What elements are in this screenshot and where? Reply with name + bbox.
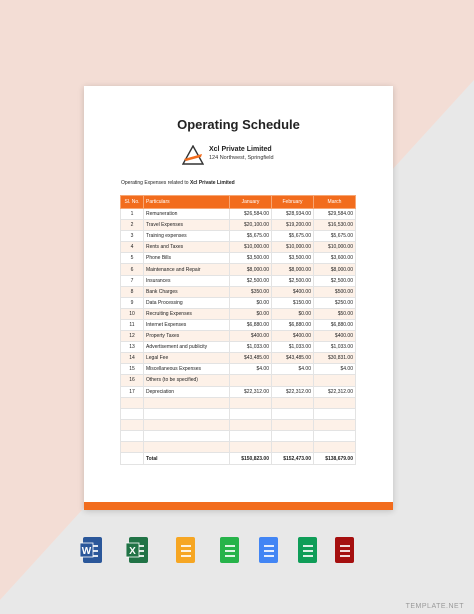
february-cell (272, 441, 314, 452)
total-january: $150,823.00 (230, 453, 272, 465)
particular-cell (144, 430, 230, 441)
excel-icon[interactable] (126, 536, 150, 564)
particular-cell (144, 397, 230, 408)
march-cell: $500.00 (314, 286, 356, 297)
total-february: $152,473.00 (272, 453, 314, 465)
february-cell (272, 397, 314, 408)
table-row (121, 242, 356, 253)
january-cell: $4.00 (230, 364, 272, 375)
february-cell: $150.00 (272, 297, 314, 308)
march-cell: $2,500.00 (314, 275, 356, 286)
january-cell: $0.00 (230, 297, 272, 308)
february-cell: $5,675.00 (272, 231, 314, 242)
table-intro-company: Xcl Private Limited (189, 180, 235, 186)
table-row (121, 275, 356, 286)
january-cell: $1,033.00 (230, 342, 272, 353)
sl-no-cell: 2 (121, 220, 144, 231)
particular-cell: Property Taxes (144, 331, 230, 342)
table-row (121, 331, 356, 342)
january-cell: $22,312.00 (230, 386, 272, 397)
march-cell: $50.00 (314, 308, 356, 319)
table-row (121, 375, 356, 386)
column-header-january: January (230, 196, 272, 209)
march-cell: $22,312.00 (314, 386, 356, 397)
sl-no-cell: 9 (121, 297, 144, 308)
sl-no-cell: 13 (121, 342, 144, 353)
table-row (121, 342, 356, 353)
march-cell: $30,831.00 (314, 353, 356, 364)
march-cell: $16,530.00 (314, 220, 356, 231)
column-header-sl-no: Sl. No. (121, 196, 144, 209)
january-cell: $2,500.00 (230, 275, 272, 286)
particular-cell: Advertisement and publicity (144, 342, 230, 353)
sl-no-cell: 10 (121, 308, 144, 319)
table-row (121, 308, 356, 319)
sl-no-cell: 15 (121, 364, 144, 375)
table-row (121, 364, 356, 375)
table-row (121, 297, 356, 308)
january-cell (230, 397, 272, 408)
sl-no-cell: 11 (121, 319, 144, 330)
particular-cell (144, 419, 230, 430)
table-row (121, 430, 356, 441)
table-row (121, 408, 356, 419)
table-row (121, 386, 356, 397)
march-cell (314, 419, 356, 430)
excel-icon-letter: X (129, 546, 136, 557)
january-cell: $3,500.00 (230, 253, 272, 264)
particular-cell: Phone Bills (144, 253, 230, 264)
january-cell: $8,000.00 (230, 264, 272, 275)
sl-no-cell: 7 (121, 275, 144, 286)
march-cell (314, 441, 356, 452)
sl-no-cell: 1 (121, 209, 144, 220)
sl-no-cell (121, 397, 144, 408)
january-cell: $6,880.00 (230, 319, 272, 330)
total-label: Total (144, 453, 230, 465)
particular-cell: Others (to be specified) (144, 375, 230, 386)
particular-cell: Remuneration (144, 209, 230, 220)
table-header-row (121, 196, 356, 209)
sl-no-cell: 5 (121, 253, 144, 264)
february-cell (272, 408, 314, 419)
numbers-icon[interactable] (217, 536, 241, 564)
february-cell: $43,485.00 (272, 353, 314, 364)
january-cell (230, 408, 272, 419)
february-cell: $10,000.00 (272, 242, 314, 253)
sl-no-cell: 3 (121, 231, 144, 242)
january-cell (230, 375, 272, 386)
sl-no-cell (121, 419, 144, 430)
january-cell: $26,584.00 (230, 209, 272, 220)
table-row (121, 441, 356, 452)
january-cell: $5,675.00 (230, 231, 272, 242)
particular-cell: Insurances (144, 275, 230, 286)
march-cell: $8,000.00 (314, 264, 356, 275)
column-header-particulars: Particulars (144, 196, 230, 209)
february-cell: $4.00 (272, 364, 314, 375)
march-cell (314, 397, 356, 408)
march-cell: $4.00 (314, 364, 356, 375)
table-row (121, 319, 356, 330)
table-intro (121, 180, 235, 186)
sl-no-cell: 17 (121, 386, 144, 397)
document-page (84, 86, 393, 510)
sl-no-cell: 12 (121, 331, 144, 342)
company-address: 124 Northwest, Springfield (209, 155, 274, 161)
february-cell (272, 430, 314, 441)
particular-cell: Depreciation (144, 386, 230, 397)
february-cell: $400.00 (272, 331, 314, 342)
particular-cell: Recruiting Expenses (144, 308, 230, 319)
january-cell (230, 441, 272, 452)
march-cell: $29,584.00 (314, 209, 356, 220)
march-cell: $5,675.00 (314, 231, 356, 242)
march-cell: $250.00 (314, 297, 356, 308)
page-footer-bar (84, 502, 393, 510)
january-cell (230, 430, 272, 441)
operating-schedule-table (120, 195, 356, 465)
february-cell: $400.00 (272, 286, 314, 297)
february-cell: $0.00 (272, 308, 314, 319)
february-cell: $1,033.00 (272, 342, 314, 353)
january-cell: $10,000.00 (230, 242, 272, 253)
march-cell: $1,033.00 (314, 342, 356, 353)
google-docs-icon[interactable] (256, 536, 280, 564)
particular-cell: Rents and Taxes (144, 242, 230, 253)
watermark: TEMPLATE.NET (405, 603, 464, 610)
sl-no-cell: 8 (121, 286, 144, 297)
february-cell (272, 419, 314, 430)
total-march: $138,679.00 (314, 453, 356, 465)
february-cell: $3,500.00 (272, 253, 314, 264)
table-row (121, 353, 356, 364)
table-row (121, 209, 356, 220)
january-cell: $400.00 (230, 331, 272, 342)
company-logo-icon (182, 145, 204, 165)
march-cell: $3,600.00 (314, 253, 356, 264)
pdf-icon[interactable] (332, 536, 356, 564)
particular-cell: Legal Fee (144, 353, 230, 364)
particular-cell (144, 441, 230, 452)
march-cell: $6,880.00 (314, 319, 356, 330)
total-row (121, 453, 356, 465)
particular-cell (144, 408, 230, 419)
march-cell (314, 408, 356, 419)
table-row (121, 220, 356, 231)
march-cell: $10,000.00 (314, 242, 356, 253)
january-cell: $350.00 (230, 286, 272, 297)
column-header-march: March (314, 196, 356, 209)
table-row (121, 231, 356, 242)
particular-cell: Bank Charges (144, 286, 230, 297)
pages-icon[interactable] (173, 536, 197, 564)
word-icon[interactable] (80, 536, 104, 564)
particular-cell: Data Processing (144, 297, 230, 308)
particular-cell: Maintenance and Repair (144, 264, 230, 275)
sl-no-cell: 4 (121, 242, 144, 253)
sl-no-cell (121, 430, 144, 441)
sl-no-cell: 16 (121, 375, 144, 386)
sl-no-cell (121, 441, 144, 452)
february-cell: $8,000.00 (272, 264, 314, 275)
particular-cell: Internet Expenses (144, 319, 230, 330)
particular-cell: Training expenses (144, 231, 230, 242)
february-cell: $28,934.00 (272, 209, 314, 220)
march-cell (314, 375, 356, 386)
february-cell (272, 375, 314, 386)
march-cell: $400.00 (314, 331, 356, 342)
sl-no-cell: 14 (121, 353, 144, 364)
page-title: Operating Schedule (177, 117, 300, 132)
february-cell: $22,312.00 (272, 386, 314, 397)
table-row (121, 264, 356, 275)
january-cell (230, 419, 272, 430)
table-row (121, 397, 356, 408)
word-icon-letter: W (81, 546, 92, 557)
march-cell (314, 430, 356, 441)
january-cell: $20,100.00 (230, 220, 272, 231)
company-name: Xcl Private Limited (209, 146, 272, 153)
table-row (121, 419, 356, 430)
table-intro-text: Operating Expenses related to (121, 180, 190, 186)
january-cell: $43,485.00 (230, 353, 272, 364)
sl-no-cell: 6 (121, 264, 144, 275)
google-sheets-icon[interactable] (295, 536, 319, 564)
column-header-february: February (272, 196, 314, 209)
january-cell: $0.00 (230, 308, 272, 319)
february-cell: $6,880.00 (272, 319, 314, 330)
february-cell: $2,500.00 (272, 275, 314, 286)
sl-no-cell (121, 408, 144, 419)
table-row (121, 286, 356, 297)
format-icons-row (80, 536, 380, 564)
total-sl-cell (121, 453, 144, 465)
february-cell: $19,200.00 (272, 220, 314, 231)
table-row (121, 253, 356, 264)
particular-cell: Travel Expenses (144, 220, 230, 231)
particular-cell: Miscellaneous Expenses (144, 364, 230, 375)
